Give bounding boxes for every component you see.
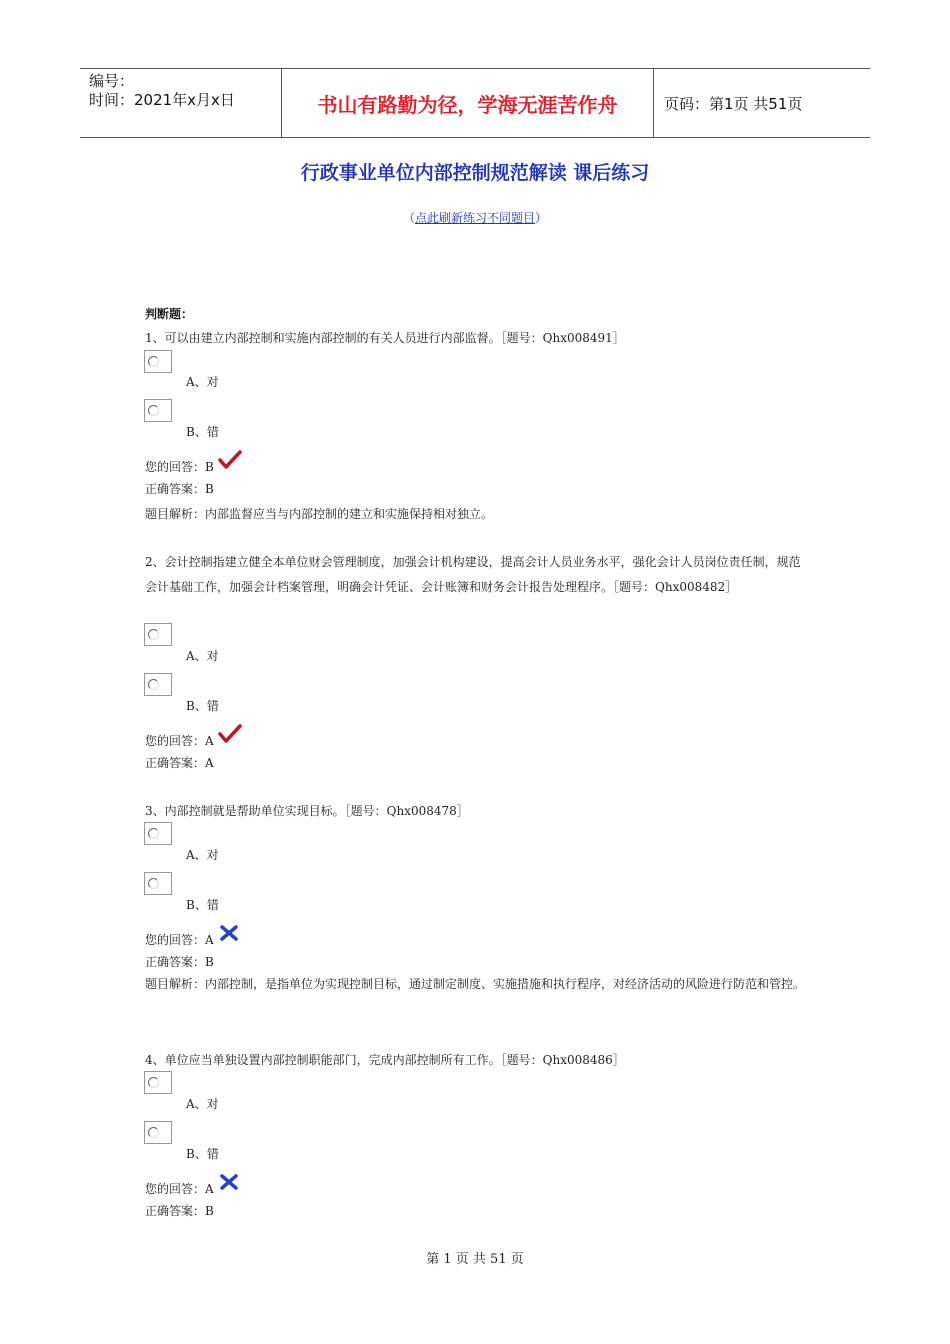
radio-circle-icon (148, 828, 159, 839)
refresh-open-paren: （ (402, 211, 415, 225)
correct-answer: 正确答案：B (145, 955, 214, 969)
option-a-label: A、对 (186, 1097, 219, 1111)
question-text: 3、内部控制就是帮助单位实现目标。［题号：Qhx008478］ (145, 804, 469, 818)
radio-circle-icon (148, 878, 159, 889)
radio-circle-icon (148, 1077, 159, 1088)
option-a-radio[interactable] (144, 623, 172, 646)
option-a-radio[interactable] (144, 350, 172, 373)
your-answer: 您的回答：A (145, 933, 214, 947)
check-icon (218, 724, 242, 744)
question-text: 2、会计控制指建立健全本单位财会管理制度，加强会计机构建设，提高会计人员业务水平，强化会计人员岗位责任制，规范会计基础工作，加强会计档案管理，明确会计凭证、会计账簿和财务会计报告处理程序。［题号：Qhx008482］ (145, 555, 801, 594)
option-b-radio[interactable] (144, 872, 172, 895)
refresh-link[interactable]: 点此刷新练习不同题目 (414, 211, 535, 225)
option-a-label: A、对 (186, 848, 219, 862)
header-motto-cell (281, 69, 654, 137)
option-a-radio[interactable] (144, 822, 172, 845)
page-info: 页码：第1页 共51页 (664, 94, 803, 113)
your-answer: 您的回答：A (145, 734, 214, 748)
cross-icon (219, 1173, 239, 1191)
refresh-line (0, 209, 950, 226)
question-text: 1、可以由建立内部控制和实施内部控制的有关人员进行内部监督。［题号：Qhx008491］ (145, 331, 625, 345)
header-meta (80, 69, 281, 137)
option-b-radio[interactable] (144, 673, 172, 696)
correct-answer: 正确答案：B (145, 482, 214, 496)
question-text: 4、单位应当单独设置内部控制职能部门，完成内部控制所有工作。［题号：Qhx008486］ (145, 1053, 625, 1067)
page-title: 行政事业单位内部控制规范解读 课后练习 (300, 162, 650, 184)
option-b-radio[interactable] (144, 399, 172, 422)
section-title: 判断题： (145, 307, 194, 321)
your-answer: 您的回答：B (145, 460, 214, 474)
option-b-label: B、错 (186, 898, 219, 912)
your-answer: 您的回答：A (145, 1182, 214, 1196)
time-label: 时间：2021年x月x日 (89, 91, 235, 109)
option-a-radio[interactable] (144, 1071, 172, 1094)
radio-circle-icon (148, 629, 159, 640)
radio-circle-icon (148, 679, 159, 690)
answer-analysis: 题目解析：内部控制，是指单位为实现控制目标，通过制定制度、实施措施和执行程序，对经济活动的风险进行防范和管控。 (145, 977, 806, 991)
cross-icon (219, 924, 239, 942)
header-table (80, 68, 870, 138)
answer-analysis: 题目解析：内部监督应当与内部控制的建立和实施保持相对独立。 (145, 507, 494, 521)
option-b-label: B、错 (186, 1147, 219, 1161)
radio-circle-icon (148, 356, 159, 367)
radio-circle-icon (148, 1127, 159, 1138)
correct-answer: 正确答案：A (145, 756, 214, 770)
option-b-label: B、错 (186, 425, 219, 439)
option-a-label: A、对 (186, 649, 219, 663)
motto-text: 书山有路勤为径，学海无涯苦作舟 (317, 92, 618, 117)
correct-answer: 正确答案：B (145, 1204, 214, 1218)
radio-circle-icon (148, 405, 159, 416)
option-b-label: B、错 (186, 699, 219, 713)
number-label: 编号： (89, 72, 135, 90)
option-a-label: A、对 (186, 375, 219, 389)
refresh-close-paren: ） (535, 211, 548, 225)
option-b-radio[interactable] (144, 1121, 172, 1144)
page-footer: 第 1 页 共 51 页 (426, 1252, 524, 1267)
header-page-cell (654, 69, 870, 137)
check-icon (218, 450, 242, 470)
